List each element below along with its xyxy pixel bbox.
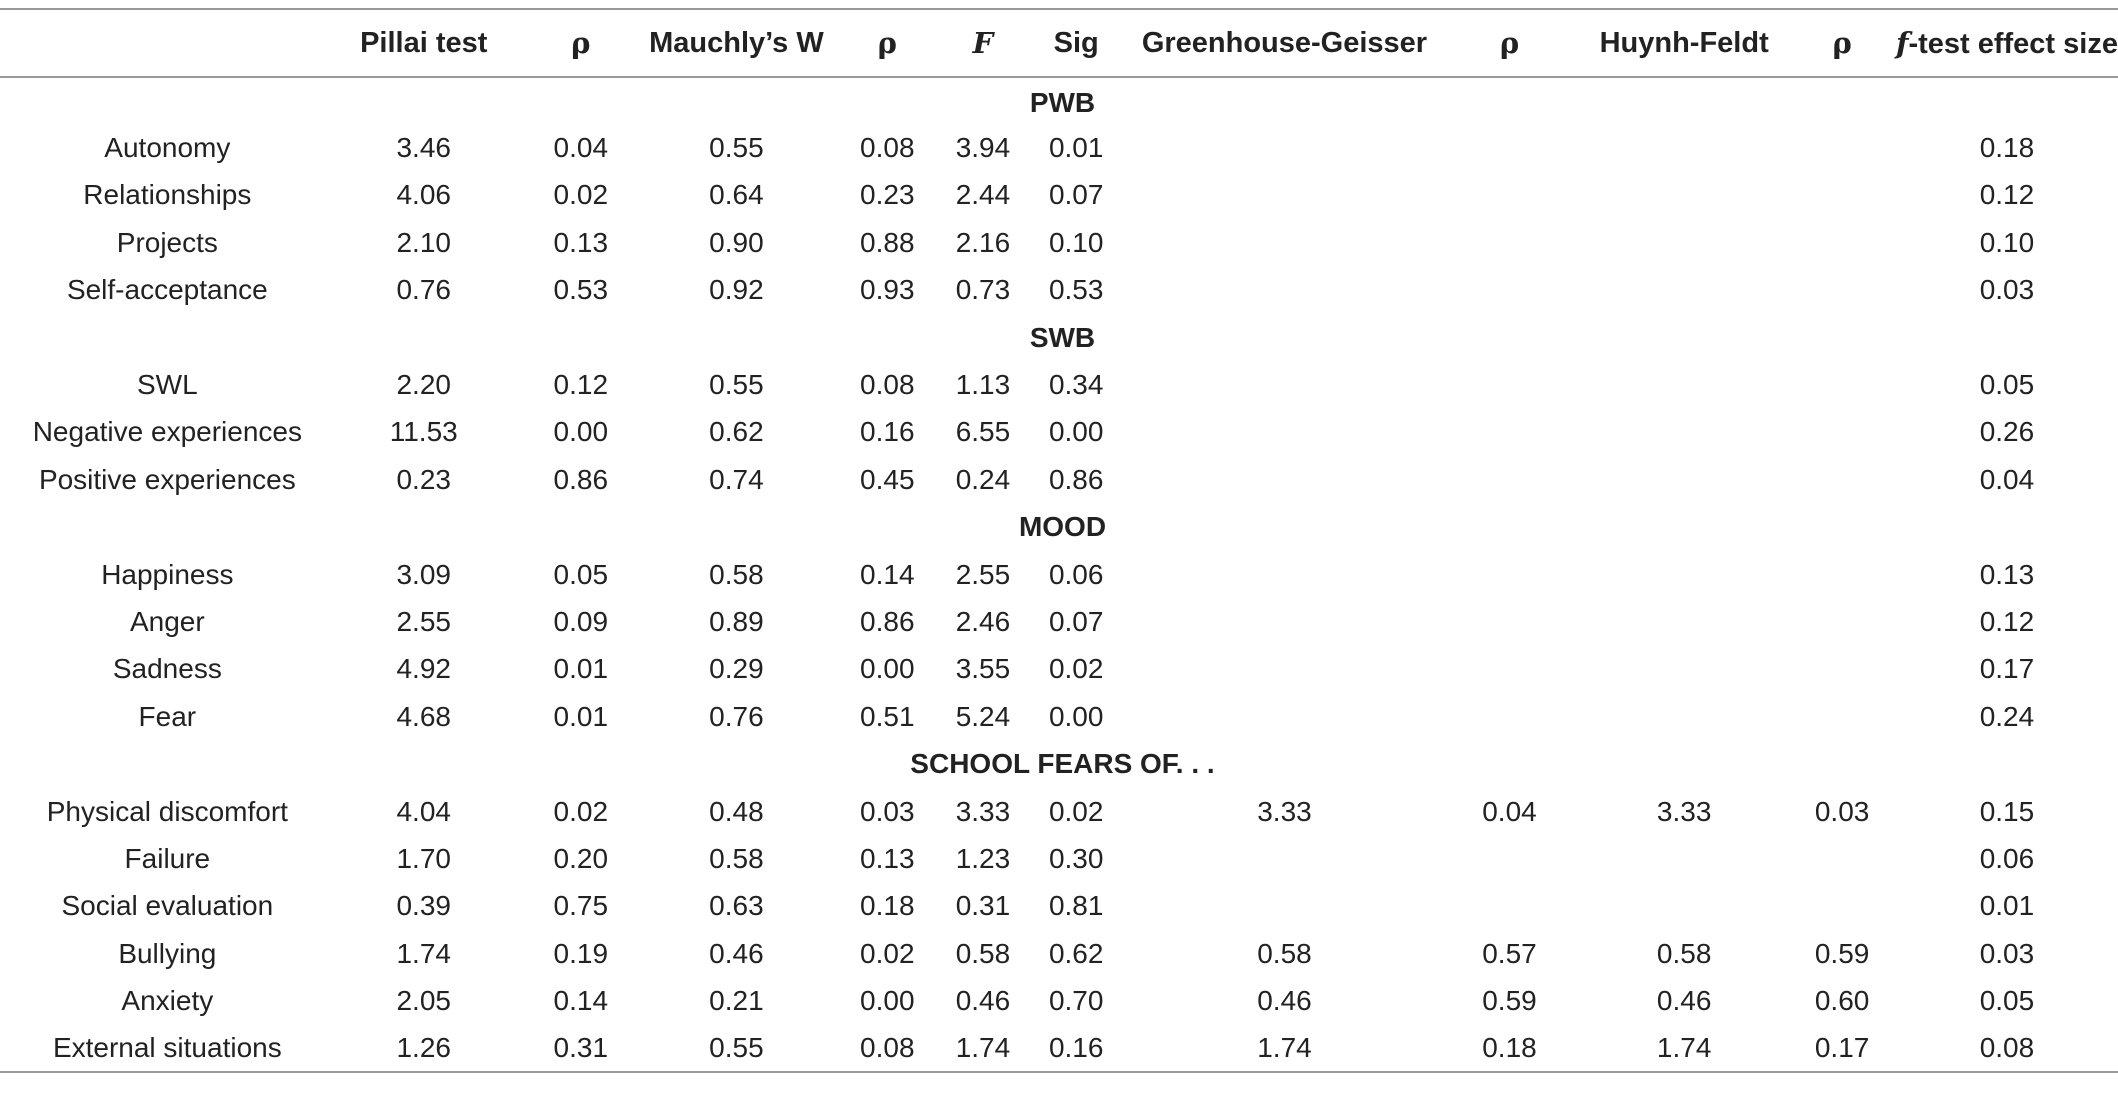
cell-rho-huynh <box>1788 267 1896 314</box>
cell-rho-pillai: 0.09 <box>553 605 609 637</box>
cell-rho-mauchly: 0.00 <box>860 985 915 1017</box>
cell-mauchly-w: 0.29 <box>709 653 764 685</box>
cell-huynh-feldt <box>1580 361 1788 408</box>
section-header-row <box>0 314 2118 361</box>
cell-effect-size: 0.17 <box>1979 653 2035 685</box>
header-effect-size-f: f <box>1895 25 1909 60</box>
cell-rho-mauchly: 0.18 <box>860 890 915 922</box>
header-row <box>0 9 2118 77</box>
table-row <box>0 267 2118 314</box>
cell-f: 2.16 <box>955 226 1011 258</box>
cell-rho-mauchly: 0.51 <box>860 700 915 732</box>
cell-mauchly-w: 0.46 <box>709 937 764 969</box>
table-row <box>0 124 2118 171</box>
table-row <box>0 456 2118 503</box>
cell-huynh-feldt: 3.33 <box>1656 795 1712 827</box>
cell-effect-size: 0.04 <box>1979 463 2035 495</box>
cell-f: 0.73 <box>955 274 1011 306</box>
row-label: Positive experiences <box>38 463 296 495</box>
table-row <box>0 172 2118 219</box>
cell-pillai-test: 3.09 <box>396 558 451 590</box>
cell-pillai-test: 2.05 <box>396 985 451 1017</box>
cell-greenhouse-geisser <box>1130 361 1439 408</box>
cell-effect-size: 0.13 <box>1979 558 2035 590</box>
cell-pillai-test: 11.53 <box>389 416 458 448</box>
header-pillai-test: Pillai test <box>328 9 520 77</box>
cell-greenhouse-geisser: 3.33 <box>1257 795 1312 827</box>
cell-mauchly-w: 0.48 <box>709 795 764 827</box>
cell-rho-mauchly: 0.14 <box>860 558 915 590</box>
cell-rho-mauchly: 0.02 <box>860 937 915 969</box>
cell-rho-mauchly: 0.03 <box>860 795 915 827</box>
cell-pillai-test: 2.10 <box>396 226 451 258</box>
cell-effect-size: 0.18 <box>1979 132 2035 164</box>
cell-rho-greenhouse <box>1439 267 1580 314</box>
cell-huynh-feldt <box>1580 598 1788 645</box>
cell-pillai-test: 4.06 <box>396 179 451 211</box>
cell-rho-huynh <box>1788 883 1896 930</box>
table-row <box>0 693 2118 740</box>
cell-effect-size: 0.24 <box>1979 700 2035 732</box>
cell-f: 1.23 <box>955 842 1011 874</box>
table-row <box>0 977 2118 1024</box>
cell-rho-pillai: 0.31 <box>520 1025 642 1072</box>
cell-huynh-feldt <box>1580 693 1788 740</box>
cell-rho-greenhouse: 0.57 <box>1482 937 1537 969</box>
row-label: Projects <box>116 226 218 258</box>
cell-mauchly-w: 0.58 <box>709 842 764 874</box>
cell-mauchly-w: 0.92 <box>709 274 764 306</box>
cell-mauchly-w: 0.21 <box>709 985 764 1017</box>
row-label: Relationships <box>83 179 252 211</box>
cell-sig: 0.30 <box>1048 842 1104 874</box>
cell-mauchly-w: 0.76 <box>709 700 764 732</box>
cell-effect-size: 0.08 <box>1896 1025 2118 1072</box>
cell-greenhouse-geisser <box>1130 219 1439 266</box>
table-row <box>0 361 2118 408</box>
cell-rho-huynh: 0.59 <box>1814 937 1870 969</box>
cell-f: 3.33 <box>955 795 1011 827</box>
cell-sig: 0.10 <box>1048 226 1104 258</box>
cell-huynh-feldt: 1.74 <box>1580 1025 1788 1072</box>
cell-pillai-test: 4.04 <box>396 795 451 827</box>
cell-greenhouse-geisser <box>1130 456 1439 503</box>
cell-rho-pillai: 0.00 <box>553 416 609 448</box>
header-effect-size-rest: -test effect size <box>1908 27 2118 60</box>
cell-greenhouse-geisser <box>1130 883 1439 930</box>
cell-rho-greenhouse <box>1439 883 1580 930</box>
table-row <box>0 598 2118 645</box>
cell-rho-mauchly: 0.08 <box>831 1025 943 1072</box>
cell-effect-size: 0.03 <box>1979 937 2035 969</box>
cell-rho-mauchly: 0.00 <box>860 653 915 685</box>
cell-effect-size: 0.15 <box>1979 795 2035 827</box>
cell-rho-mauchly: 0.08 <box>860 132 915 164</box>
cell-sig: 0.02 <box>1048 795 1104 827</box>
cell-effect-size: 0.06 <box>1979 842 2035 874</box>
cell-rho-mauchly: 0.16 <box>860 416 915 448</box>
table-row <box>0 883 2118 930</box>
cell-f: 2.44 <box>955 179 1011 211</box>
row-label: Self-acceptance <box>66 274 268 306</box>
cell-sig: 0.81 <box>1048 890 1104 922</box>
cell-f: 2.55 <box>955 558 1011 590</box>
cell-rho-huynh <box>1788 835 1896 882</box>
cell-rho-pillai: 0.86 <box>553 463 609 495</box>
cell-huynh-feldt <box>1580 835 1788 882</box>
section-title: MOOD <box>1018 511 1107 543</box>
cell-sig: 0.01 <box>1048 132 1104 164</box>
header-rho-greenhouse: ρ <box>1439 9 1580 77</box>
header-mauchly-w: Mauchly’s W <box>642 9 831 77</box>
cell-effect-size: 0.03 <box>1979 274 2035 306</box>
cell-rho-pillai: 0.20 <box>553 842 609 874</box>
cell-huynh-feldt: 0.46 <box>1656 985 1712 1017</box>
results-table <box>0 8 2118 1073</box>
row-label: Physical discomfort <box>46 795 288 827</box>
cell-huynh-feldt <box>1580 409 1788 456</box>
header-greenhouse-geisser: Greenhouse-Geisser <box>1130 9 1439 77</box>
cell-pillai-test: 4.68 <box>396 700 451 732</box>
cell-f: 3.94 <box>955 132 1011 164</box>
row-label: Fear <box>138 700 197 732</box>
cell-sig: 0.00 <box>1048 700 1104 732</box>
cell-huynh-feldt <box>1580 172 1788 219</box>
cell-mauchly-w: 0.55 <box>642 1025 831 1072</box>
row-label: Autonomy <box>104 132 231 164</box>
cell-pillai-test: 3.46 <box>396 132 451 164</box>
cell-rho-mauchly: 0.08 <box>860 369 915 401</box>
cell-effect-size: 0.12 <box>1979 605 2035 637</box>
header-rho-huynh: ρ <box>1788 9 1896 77</box>
cell-rho-huynh: 0.17 <box>1788 1025 1896 1072</box>
cell-mauchly-w: 0.89 <box>709 605 764 637</box>
cell-sig: 0.53 <box>1048 274 1104 306</box>
cell-effect-size: 0.26 <box>1979 416 2035 448</box>
section-title: SCHOOL FEARS OF. . . <box>910 748 1215 780</box>
row-label: Happiness <box>101 558 234 590</box>
cell-pillai-test: 0.39 <box>396 890 451 922</box>
cell-rho-pillai: 0.75 <box>553 890 609 922</box>
cell-f: 5.24 <box>955 700 1011 732</box>
cell-greenhouse-geisser: 0.58 <box>1257 937 1312 969</box>
cell-huynh-feldt: 0.58 <box>1656 937 1712 969</box>
table-row <box>0 219 2118 266</box>
cell-rho-greenhouse <box>1439 409 1580 456</box>
cell-pillai-test: 0.76 <box>396 274 451 306</box>
row-label: SWL <box>137 369 198 401</box>
cell-rho-huynh <box>1788 598 1896 645</box>
cell-rho-greenhouse: 0.59 <box>1482 985 1537 1017</box>
cell-rho-huynh <box>1788 219 1896 266</box>
table-row <box>0 930 2118 977</box>
section-title: SWB <box>1029 321 1096 353</box>
cell-mauchly-w: 0.90 <box>709 226 764 258</box>
header-sig: Sig <box>1022 9 1130 77</box>
cell-pillai-test: 0.23 <box>396 463 451 495</box>
cell-pillai-test: 4.92 <box>396 653 451 685</box>
cell-sig: 0.86 <box>1048 463 1104 495</box>
cell-huynh-feldt <box>1580 267 1788 314</box>
cell-rho-huynh <box>1788 646 1896 693</box>
section-header-row <box>0 504 2118 551</box>
cell-f: 1.74 <box>943 1025 1022 1072</box>
cell-rho-greenhouse <box>1439 219 1580 266</box>
cell-rho-huynh <box>1788 409 1896 456</box>
cell-huynh-feldt <box>1580 883 1788 930</box>
cell-sig: 0.02 <box>1048 653 1104 685</box>
cell-rho-greenhouse: 0.04 <box>1482 795 1537 827</box>
section-header-row <box>0 77 2118 124</box>
cell-greenhouse-geisser <box>1130 551 1439 598</box>
row-label: Sadness <box>112 653 222 685</box>
cell-rho-mauchly: 0.23 <box>860 179 915 211</box>
cell-rho-greenhouse <box>1439 551 1580 598</box>
cell-rho-greenhouse <box>1439 172 1580 219</box>
cell-rho-huynh <box>1788 693 1896 740</box>
cell-rho-greenhouse <box>1439 646 1580 693</box>
cell-sig: 0.70 <box>1048 985 1104 1017</box>
cell-greenhouse-geisser: 0.46 <box>1257 985 1312 1017</box>
cell-pillai-test: 1.70 <box>396 842 451 874</box>
table-row <box>0 646 2118 693</box>
cell-rho-greenhouse <box>1439 124 1580 171</box>
cell-rho-huynh <box>1788 172 1896 219</box>
cell-effect-size: 0.05 <box>1979 985 2035 1017</box>
cell-mauchly-w: 0.64 <box>709 179 764 211</box>
cell-mauchly-w: 0.55 <box>709 369 764 401</box>
cell-rho-huynh: 0.03 <box>1814 795 1870 827</box>
cell-mauchly-w: 0.55 <box>709 132 764 164</box>
cell-sig: 0.06 <box>1048 558 1104 590</box>
cell-greenhouse-geisser <box>1130 409 1439 456</box>
cell-f: 0.31 <box>955 890 1011 922</box>
cell-rho-pillai: 0.02 <box>553 179 609 211</box>
cell-f: 0.46 <box>955 985 1011 1017</box>
cell-rho-greenhouse <box>1439 693 1580 740</box>
table-row <box>0 835 2118 882</box>
cell-huynh-feldt <box>1580 646 1788 693</box>
cell-huynh-feldt <box>1580 551 1788 598</box>
cell-f: 6.55 <box>955 416 1011 448</box>
cell-rho-pillai: 0.13 <box>553 226 609 258</box>
cell-mauchly-w: 0.63 <box>709 890 764 922</box>
cell-rho-pillai: 0.04 <box>553 132 609 164</box>
cell-f: 3.55 <box>955 653 1011 685</box>
cell-greenhouse-geisser <box>1130 598 1439 645</box>
cell-sig: 0.07 <box>1048 179 1104 211</box>
cell-sig: 0.34 <box>1048 369 1104 401</box>
cell-pillai-test: 2.20 <box>396 369 451 401</box>
cell-pillai-test: 2.55 <box>396 605 451 637</box>
table-row <box>0 1025 2118 1072</box>
table-row <box>0 409 2118 456</box>
cell-sig: 0.00 <box>1048 416 1104 448</box>
cell-rho-pillai: 0.12 <box>553 369 609 401</box>
cell-rho-mauchly: 0.45 <box>860 463 915 495</box>
cell-rho-greenhouse <box>1439 835 1580 882</box>
cell-pillai-test: 1.26 <box>328 1025 520 1072</box>
cell-greenhouse-geisser <box>1130 172 1439 219</box>
cell-rho-pillai: 0.01 <box>553 653 609 685</box>
header-huynh-feldt: Huynh-Feldt <box>1580 9 1788 77</box>
cell-effect-size: 0.12 <box>1979 179 2035 211</box>
cell-huynh-feldt <box>1580 219 1788 266</box>
cell-f: 1.13 <box>955 369 1011 401</box>
cell-rho-mauchly: 0.86 <box>860 605 915 637</box>
cell-rho-mauchly: 0.13 <box>860 842 915 874</box>
cell-greenhouse-geisser <box>1130 124 1439 171</box>
table-row <box>0 551 2118 598</box>
cell-sig: 0.07 <box>1048 605 1104 637</box>
cell-greenhouse-geisser <box>1130 646 1439 693</box>
table-row <box>0 788 2118 835</box>
cell-f: 0.24 <box>955 463 1011 495</box>
cell-greenhouse-geisser: 1.74 <box>1130 1025 1439 1072</box>
cell-rho-greenhouse <box>1439 361 1580 408</box>
header-variable <box>0 9 328 77</box>
row-label: Anxiety <box>121 985 214 1017</box>
cell-rho-pillai: 0.19 <box>553 937 609 969</box>
cell-greenhouse-geisser <box>1130 267 1439 314</box>
cell-rho-greenhouse: 0.18 <box>1439 1025 1580 1072</box>
cell-rho-pillai: 0.14 <box>553 985 609 1017</box>
cell-mauchly-w: 0.62 <box>709 416 764 448</box>
cell-rho-mauchly: 0.93 <box>860 274 915 306</box>
header-rho-pillai: ρ <box>520 9 642 77</box>
cell-effect-size: 0.01 <box>1979 890 2035 922</box>
cell-huynh-feldt <box>1580 124 1788 171</box>
row-label: Bullying <box>118 937 217 969</box>
section-header-row <box>0 740 2118 787</box>
row-label: Negative experiences <box>32 416 302 448</box>
row-label: Social evaluation <box>61 890 274 922</box>
cell-mauchly-w: 0.74 <box>709 463 764 495</box>
row-label: External situations <box>0 1025 328 1072</box>
header-effect-size <box>1896 9 2118 77</box>
row-label: Failure <box>124 842 211 874</box>
table-body <box>0 77 2118 1072</box>
cell-rho-pillai: 0.01 <box>553 700 609 732</box>
cell-huynh-feldt <box>1580 456 1788 503</box>
cell-rho-huynh <box>1788 551 1896 598</box>
cell-f: 2.46 <box>955 605 1011 637</box>
cell-sig: 0.62 <box>1048 937 1104 969</box>
cell-rho-greenhouse <box>1439 456 1580 503</box>
cell-rho-huynh <box>1788 361 1896 408</box>
cell-rho-pillai: 0.53 <box>553 274 609 306</box>
cell-f: 0.58 <box>955 937 1011 969</box>
header-rho-mauchly: ρ <box>831 9 943 77</box>
cell-sig: 0.16 <box>1022 1025 1130 1072</box>
header-f: F <box>943 9 1022 77</box>
cell-greenhouse-geisser <box>1130 835 1439 882</box>
cell-pillai-test: 1.74 <box>396 937 451 969</box>
section-title: PWB <box>1029 87 1096 119</box>
cell-rho-greenhouse <box>1439 598 1580 645</box>
cell-rho-pillai: 0.02 <box>553 795 609 827</box>
row-label: Anger <box>129 605 205 637</box>
cell-rho-pillai: 0.05 <box>553 558 609 590</box>
cell-rho-huynh <box>1788 456 1896 503</box>
cell-greenhouse-geisser <box>1130 693 1439 740</box>
cell-rho-huynh: 0.60 <box>1814 985 1870 1017</box>
cell-effect-size: 0.05 <box>1979 369 2035 401</box>
cell-mauchly-w: 0.58 <box>709 558 764 590</box>
cell-effect-size: 0.10 <box>1979 226 2035 258</box>
cell-rho-huynh <box>1788 124 1896 171</box>
cell-rho-mauchly: 0.88 <box>860 226 915 258</box>
